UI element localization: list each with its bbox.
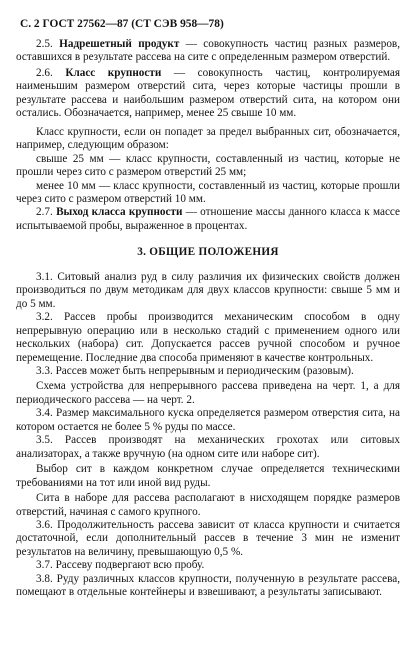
paragraph-sieve-choice: Выбор сит в каждом конкретном случае определяется техническими требованиями на тот или иной вид руды. bbox=[16, 463, 400, 489]
paragraph-3-2: 3.2. Рассев пробы производится механическим способом в одну непрерывную операцию или в несколько стадий с применением одного или нескольких (набора) сит. Допускается рассев ручной способом и ручное перемещение. Последние два способа применяют в качестве контрольных. bbox=[16, 311, 400, 364]
definition-2-6 bbox=[16, 67, 400, 121]
definition-term: Надрешетный продукт bbox=[59, 38, 180, 50]
definition-text: — отношение массы данного класса к массе испытываемой пробы, выраженное в процентах. bbox=[16, 206, 400, 232]
standard-designation: ГОСТ 27562—87 (СТ СЭВ 958—78) bbox=[42, 18, 224, 30]
paragraph-sieve-order: Сита в наборе для рассева располагают в нисходящем порядке размеров отверстий, начиная с самого крупного. bbox=[16, 492, 400, 518]
definition-2-7 bbox=[16, 206, 400, 233]
paragraph-scheme-reference: Схема устройства для непрерывного рассева приведена на черт. 1, а для периодического рассева — на черт. 2. bbox=[16, 380, 400, 406]
paragraph-3-5: 3.5. Рассев производят на механических грохотах или ситовых анализаторах, а также вручную (на одном сите или наборе сит). bbox=[16, 434, 400, 460]
definition-term: Класс крупности bbox=[65, 66, 162, 79]
paragraph-3-6: 3.6. Продолжительность рассева зависит от класса крупности и считается достаточной, если дополнительный рассев в течение 3 мин не изменит результатов на величину, превышающую 0,5 %. bbox=[16, 518, 400, 558]
paragraph-3-3: 3.3. Рассев может быть непрерывным и периодическим (разовым). bbox=[36, 364, 354, 377]
definition-number: 2.6. bbox=[36, 66, 53, 79]
section-heading: 3. ОБЩИЕ ПОЛОЖЕНИЯ bbox=[137, 246, 279, 259]
paragraph-3-7: 3.7. Рассеву подвергают всю пробу. bbox=[36, 559, 205, 572]
size-class-example-under: менее 10 мм — класс крупности, составленный из частиц, которые прошли через сито с размером отверстий 10 мм. bbox=[16, 179, 400, 205]
definition-term: Выход класса крупности bbox=[56, 206, 183, 219]
definition-number: 2.7. bbox=[36, 206, 53, 219]
size-class-example-over: свыше 25 мм — класс крупности, составленный из частиц, которые не прошли через сито с размером отверстий 25 мм; bbox=[16, 152, 400, 179]
definition-text: — совокупность частиц, контролируемая наименьшим размером отверстий сита, через которые частицы прошли в результате рассева и наибольшим размером отверстий сита, на котором они остались. Обозначается, например, менее 25 свыше 10 мм. bbox=[16, 66, 401, 120]
page-header bbox=[20, 18, 400, 30]
definition-number: 2.5. bbox=[36, 38, 53, 50]
document-body bbox=[16, 38, 400, 600]
page-number: С. 2 bbox=[20, 18, 40, 30]
definition-2-5 bbox=[16, 38, 400, 65]
paragraph-3-1: 3.1. Ситовый анализ руд в силу различия их физических свойств должен производиться по двум методикам для двух классов крупности: свыше 5 мм и до 5 мм. bbox=[16, 270, 400, 310]
definition-text: — совокупность частиц разных размеров, оставшихся в результате рассева на сите с определенным размером отверстий. bbox=[16, 38, 401, 64]
paragraph-3-4: 3.4. Размер максимального куска определяется размером отверстия сита, на котором остается не более 5 % руды по массе. bbox=[16, 407, 400, 433]
paragraph-3-8: 3.8. Руду различных классов крупности, полученную в результате рассева, помещают в отдельные контейнеры и взвешивают, а результаты записывают. bbox=[16, 572, 400, 599]
size-class-note: Класс крупности, если он попадет за предел выбранных сит, обозначается, например, следующим образом: bbox=[16, 125, 400, 152]
